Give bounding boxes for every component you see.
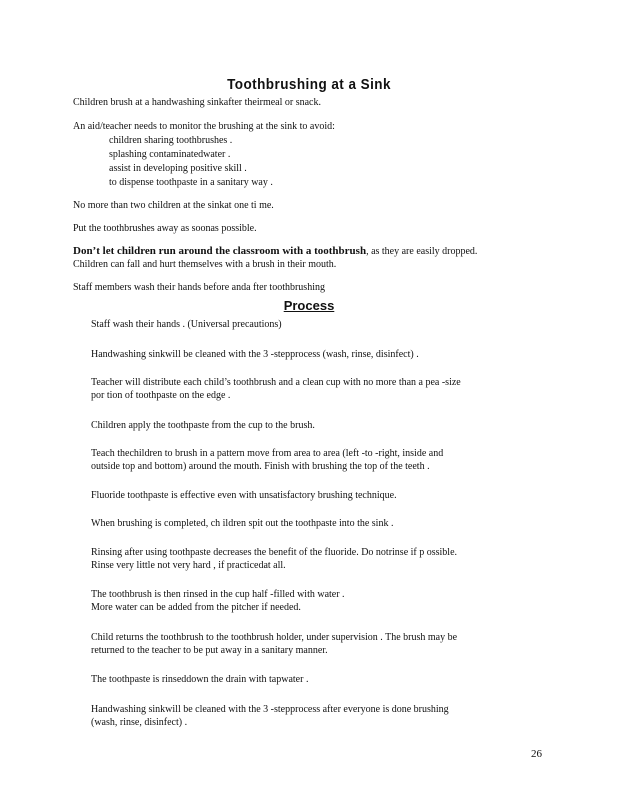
process-step <box>91 447 551 473</box>
process-step <box>91 588 551 614</box>
process-step-line: Rinse very little not very hard , if practicedat all. <box>91 560 286 571</box>
process-step-line: Children apply the toothpaste from the cup to the brush. <box>91 420 315 431</box>
process-step-line: returned to the teacher to be put away in a sanitary manner. <box>91 645 328 656</box>
process-step <box>91 419 551 432</box>
put-text: Put the toothbrushes away as soonas possible. <box>73 223 257 234</box>
aid-item: assist in developing positive skill . <box>109 163 247 174</box>
dont-rest-text: , as they are easily dropped. <box>366 246 478 257</box>
process-heading <box>0 298 618 313</box>
process-step-line: The toothpaste is rinseddown the drain with tapwater . <box>91 674 309 685</box>
process-step-line: When brushing is completed, ch ildren spit out the toothpaste into the sink . <box>91 518 394 529</box>
dont-text <box>73 245 477 258</box>
process-step <box>91 376 551 402</box>
process-step-line: The toothbrush is then rinsed in the cup half -filled with water . <box>91 589 345 600</box>
process-step <box>91 546 551 572</box>
process-step-line: Staff wash their hands . (Universal precautions) <box>91 319 282 330</box>
process-step <box>91 489 551 502</box>
page-title: Toothbrushing at a Sink <box>227 76 391 93</box>
intro-text: Children brush at a handwashing sinkafter theirmeal or snack. <box>73 97 321 108</box>
process-step <box>91 673 551 686</box>
process-step-line: Handwashing sinkwill be cleaned with the 3 -stepprocess (wash, rinse, disinfect) . <box>91 349 419 360</box>
process-step-line: Handwashing sinkwill be cleaned with the 3 -stepprocess after everyone is done brushing <box>91 704 449 715</box>
process-step-line: (wash, rinse, disinfect) . <box>91 717 188 728</box>
aid-heading: An aid/teacher needs to monitor the brushing at the sink to avoid: <box>73 121 335 132</box>
no-more-text: No more than two children at the sinkat one ti me. <box>73 200 274 211</box>
process-step-line: Teacher will distribute each child’s toothbrush and a clean cup with no more than a pea -size <box>91 377 461 388</box>
aid-item: splashing contaminatedwater . <box>109 149 231 160</box>
process-step <box>91 517 551 530</box>
process-step-line: More water can be added from the pitcher if needed. <box>91 602 301 613</box>
process-step <box>91 631 551 657</box>
process-step-line: outside top and bottom) around the mouth. Finish with brushing the top of the teeth . <box>91 461 430 472</box>
aid-item: children sharing toothbrushes . <box>109 135 233 146</box>
children-fall-text: Children can fall and hurt themselves with a brush in their mouth. <box>73 259 337 270</box>
process-step <box>91 318 551 331</box>
page-number: 26 <box>531 748 542 760</box>
aid-item: to dispense toothpaste in a sanitary way . <box>109 177 273 188</box>
process-step-line: Teach thechildren to brush in a pattern move from area to area (left -to -right, inside and <box>91 448 444 459</box>
process-step-line: Fluoride toothpaste is effective even with unsatisfactory brushing technique. <box>91 490 397 501</box>
process-step-line: Rinsing after using toothpaste decreases the benefit of the fluoride. Do notrinse if p ossible. <box>91 547 458 558</box>
process-step-line: por tion of toothpaste on the edge . <box>91 390 231 401</box>
staff-text: Staff members wash their hands before anda fter toothbrushing <box>73 282 325 293</box>
process-step <box>91 703 551 729</box>
dont-bold-text: Don’t let children run around the classroom with a toothbrush <box>73 245 367 257</box>
process-step-line: Child returns the toothbrush to the toothbrush holder, under supervision . The brush may be <box>91 632 458 643</box>
process-heading-label: Process <box>283 298 335 313</box>
process-step <box>91 348 551 361</box>
